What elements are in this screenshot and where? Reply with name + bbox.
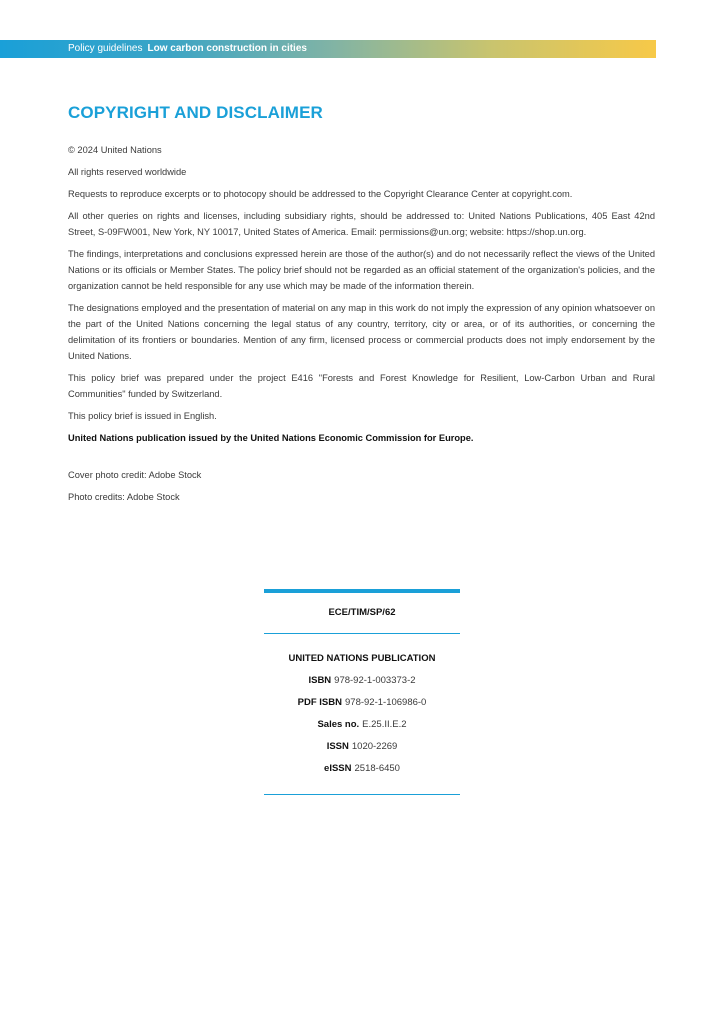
copyright-line: © 2024 United Nations (68, 145, 162, 155)
publication-identifiers (264, 634, 460, 794)
sales-no-value: E.25.II.E.2 (362, 719, 407, 730)
eissn-row (264, 758, 460, 780)
pdf-isbn-value: 978-92-1-106986-0 (345, 697, 427, 708)
photo-credit: Photo credits: Adobe Stock (68, 492, 180, 502)
publication-info-box (264, 589, 460, 795)
publication-statement: United Nations publication issued by the United Nations Economic Commission for Europe. (68, 433, 474, 443)
copyright-body (68, 142, 655, 452)
running-header (68, 40, 307, 58)
pdf-isbn-row (264, 692, 460, 714)
issn-value: 1020-2269 (351, 741, 398, 752)
sales-no-label: Sales no. (317, 719, 360, 730)
header-series: Policy guidelines (68, 43, 143, 54)
isbn-label: ISBN (308, 675, 332, 686)
findings-disclaimer: The findings, interpretations and conclusions expressed herein are those of the author(s) and do not necessarily reflect the views of the United Nations or its officials or Member States. The policy brief should not be regarded as an official statement of the organization's policies, and the organization cannot be held responsible for any use which may be made of the information therein. (68, 249, 655, 291)
isbn-value: 978-92-1-003373-2 (334, 675, 416, 686)
isbn-row (264, 670, 460, 692)
rights-line: All rights reserved worldwide (68, 167, 187, 177)
reproduction-paragraph: Requests to reproduce excerpts or to photocopy should be addressed to the Copyright Clearance Center at copyright.com. (68, 189, 573, 199)
language-line: This policy brief is issued in English. (68, 411, 217, 421)
cover-photo-credit: Cover photo credit: Adobe Stock (68, 470, 202, 480)
document-code: ECE/TIM/SP/62 (328, 607, 396, 618)
bottom-rule (264, 794, 460, 795)
issn-row (264, 736, 460, 758)
header-title: Low carbon construction in cities (147, 43, 307, 54)
queries-paragraph: All other queries on rights and licenses, including subsidiary rights, should be addressed to: United Nations Publications, 405 East 42nd Street, S-09FW001, New York, NY 10017, United States of America. Email: permissions@un.org; website: https://shop.un.org. (68, 211, 655, 237)
page-title: COPYRIGHT AND DISCLAIMER (68, 103, 323, 122)
issn-label: ISSN (326, 741, 349, 752)
pdf-isbn-label: PDF ISBN (297, 697, 342, 708)
sales-no-row (264, 714, 460, 736)
project-paragraph: This policy brief was prepared under the project E416 "Forests and Forest Knowledge for Resilient, Low-Carbon Urban and Rural Communities" funded by Switzerland. (68, 373, 655, 399)
photo-credits (68, 467, 468, 511)
header-band (0, 40, 656, 58)
eissn-value: 2518-6450 (354, 763, 400, 774)
designations-disclaimer: The designations employed and the presentation of material on any map in this work do not imply the expression of any opinion whatsoever on the part of the United Nations concerning the legal status of any country, territory, city or area, or of its authorities, or concerning the delimitation of its frontiers or boundaries. Mention of any firm, licensed process or commercial products does not imply endorsement by the United Nations. (68, 303, 655, 361)
eissn-label: eISSN (324, 763, 352, 774)
publication-heading: UNITED NATIONS PUBLICATION (288, 653, 436, 664)
